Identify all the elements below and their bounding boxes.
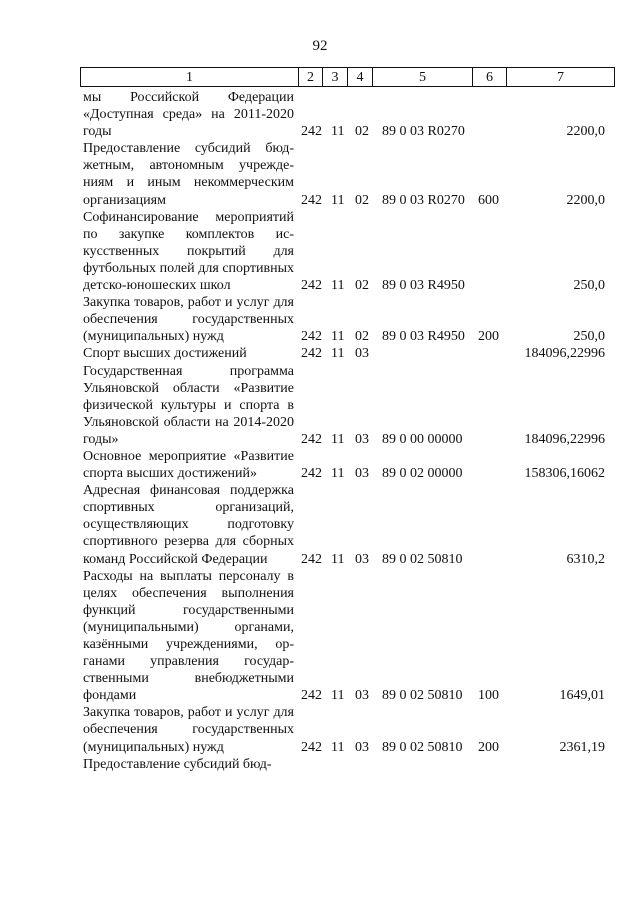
table-row	[0, 209, 640, 294]
row-description: Расходы на выплаты персоналу в целях обеспечения выполнения функций государственными (муниципальными) органами, казёнными учреждениями, органами управления государственными внебюджетными фондами	[83, 568, 294, 704]
row-codes	[0, 687, 640, 704]
page-number: 92	[312, 38, 328, 54]
code-section: 11	[331, 551, 345, 567]
row-description: Предоставление субсидий бюджетным, автономным учреждениям и иным некоммерческим организациям	[83, 141, 294, 208]
table-row	[0, 756, 640, 773]
amount: 6310,2	[566, 551, 605, 567]
table-row	[0, 568, 640, 705]
code-section: 11	[331, 329, 345, 345]
table-row	[0, 363, 640, 448]
code-ministry: 242	[301, 346, 322, 362]
code-subsection: 03	[355, 346, 369, 362]
code-ministry: 242	[301, 192, 322, 208]
row-description: Адресная финансовая поддержка спортивных организаций, осуществляющих подготовку спортивного резерва для сборных команд Российской Федерации	[83, 483, 294, 567]
table-row	[0, 448, 640, 482]
row-description: мы Российской Федерации «Доступная среда» на 2011-2020 годы	[83, 90, 294, 140]
code-section: 11	[331, 278, 345, 294]
code-target: 89 0 03 R0270	[382, 192, 465, 208]
header-col-1: 1	[81, 68, 299, 86]
code-section: 11	[331, 688, 345, 704]
amount: 2200,0	[566, 124, 605, 140]
row-codes	[0, 328, 640, 345]
code-target: 89 0 03 R4950	[382, 278, 465, 294]
table-row	[0, 482, 640, 567]
code-section: 11	[331, 124, 345, 140]
amount: 1649,01	[559, 688, 605, 704]
code-section: 11	[331, 739, 345, 755]
code-section: 11	[331, 431, 345, 447]
code-section: 11	[331, 466, 345, 482]
amount: 250,0	[573, 278, 605, 294]
code-target: 89 0 03 R0270	[382, 124, 465, 140]
row-codes	[0, 431, 640, 448]
header-col-2: 2	[299, 68, 323, 86]
code-ministry: 242	[301, 329, 322, 345]
code-subsection: 02	[355, 278, 369, 294]
row-description: Спорт высших достижений	[83, 346, 247, 362]
code-ministry: 242	[301, 278, 322, 294]
amount: 184096,22996	[524, 431, 605, 447]
row-codes	[0, 739, 640, 756]
code-ministry: 242	[301, 551, 322, 567]
header-col-7: 7	[557, 70, 564, 85]
row-description: Закупка товаров, работ и услуг для обеспечения государственных (муниципальных) нужд	[83, 705, 294, 755]
row-codes	[0, 346, 640, 363]
row-codes	[0, 277, 640, 294]
code-expense-type: 200	[478, 329, 499, 345]
code-target: 89 0 00 00000	[382, 431, 463, 447]
row-description: Предоставление субсидий бюд-	[83, 756, 272, 772]
header-col-4: 4	[348, 68, 373, 86]
code-subsection: 02	[355, 192, 369, 208]
code-expense-type: 600	[478, 192, 499, 208]
code-target: 89 0 02 00000	[382, 466, 463, 482]
code-target: 89 0 02 50810	[382, 551, 463, 567]
amount: 2200,0	[566, 192, 605, 208]
row-codes	[0, 192, 640, 209]
table-body	[0, 89, 640, 773]
amount: 184096,22996	[524, 346, 605, 362]
code-subsection: 03	[355, 551, 369, 567]
code-subsection: 03	[355, 688, 369, 704]
code-subsection: 02	[355, 329, 369, 345]
row-description: Софинансирование мероприятий по закупке комплектов искусственных покрытий для футбольных полей для спортивных детско-юношеских школ	[83, 209, 294, 294]
row-codes	[0, 756, 640, 773]
header-col-6: 6	[473, 68, 507, 86]
row-codes	[0, 551, 640, 568]
amount: 158306,16062	[524, 466, 605, 482]
amount: 2361,19	[559, 739, 605, 755]
code-ministry: 242	[301, 739, 322, 755]
code-expense-type: 100	[478, 688, 499, 704]
row-codes	[0, 465, 640, 482]
row-codes	[0, 123, 640, 140]
code-target: 89 0 03 R4950	[382, 329, 465, 345]
code-subsection: 03	[355, 739, 369, 755]
table-header	[80, 67, 615, 87]
code-target: 89 0 02 50810	[382, 688, 463, 704]
table-row	[0, 704, 640, 755]
code-subsection: 02	[355, 124, 369, 140]
code-subsection: 03	[355, 466, 369, 482]
row-description: Закупка товаров, работ и услуг для обеспечения государственных (муниципальных) нужд	[83, 295, 294, 345]
row-description: Государственная программа Ульяновской области «Развитие физической культуры и спорта в Ульяновской области на 2014-2020 годы»	[83, 363, 294, 447]
code-section: 11	[331, 346, 345, 362]
code-ministry: 242	[301, 466, 322, 482]
amount: 250,0	[573, 329, 605, 345]
table-row	[0, 294, 640, 345]
table-row	[0, 345, 640, 362]
row-description: Основное мероприятие «Развитие спорта высших достижений»	[83, 448, 294, 482]
code-ministry: 242	[301, 431, 322, 447]
header-col-5: 5	[373, 68, 473, 86]
code-ministry: 242	[301, 688, 322, 704]
code-target: 89 0 02 50810	[382, 739, 463, 755]
code-ministry: 242	[301, 124, 322, 140]
code-subsection: 03	[355, 431, 369, 447]
table-row	[0, 89, 640, 140]
code-expense-type: 200	[478, 739, 499, 755]
code-section: 11	[331, 192, 345, 208]
header-col-3: 3	[323, 68, 348, 86]
table-row	[0, 140, 640, 208]
